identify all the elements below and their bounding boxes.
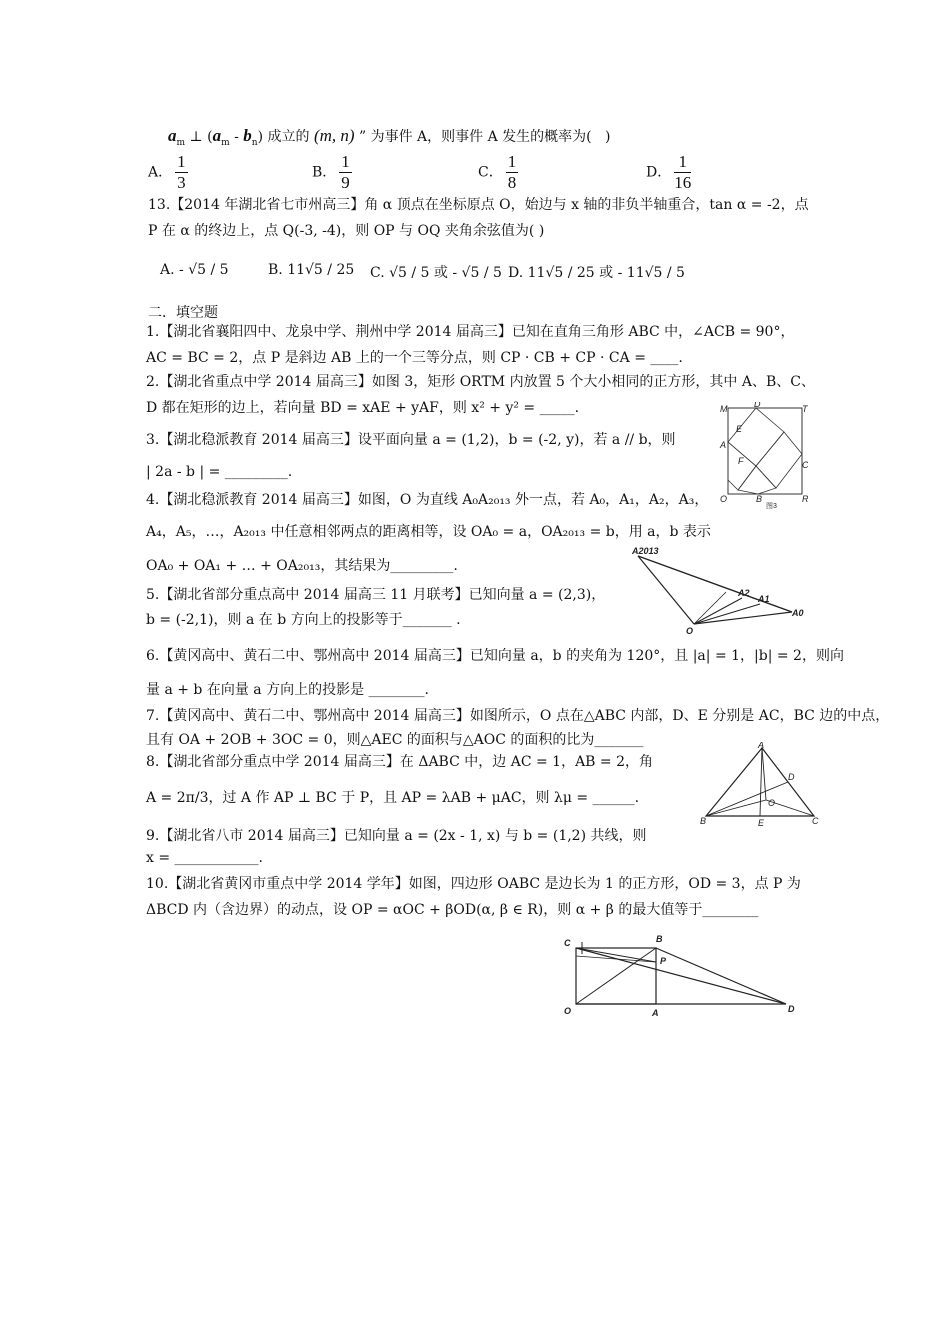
fill-3-line1: 3.【湖北稳派教育 2014 届高三】设平面向量 a = (1,2)，b = (-2, y)，若 a // b，则: [146, 432, 676, 448]
fig3-label-f: F: [738, 456, 744, 466]
figure-7-triangle: [700, 742, 820, 828]
fig10-label-d: D: [788, 1004, 795, 1014]
figure-10-square: [556, 932, 806, 1024]
fig10-label-p: P: [660, 956, 667, 966]
section-heading: 二．填空题: [148, 305, 218, 321]
fill-1-line2: AC = BC = 2，点 P 是斜边 AB 上的一个三等分点，则 CP · CB + CP · CA = ____.: [146, 350, 683, 366]
fig3-caption: 图3: [766, 503, 777, 510]
fig3-label-r: R: [802, 494, 808, 504]
fig3-label-b: B: [756, 494, 763, 504]
fill-1-line1: 1.【湖北省襄阳四中、龙泉中学、荆州中学 2014 届高三】已知在直角三角形 ABC 中，∠ACB = 90°，: [146, 324, 795, 340]
q13-option-b: B. 11√5 / 25: [268, 262, 355, 278]
fig7-label-e: E: [758, 818, 765, 828]
fill-2-line2: D 都在矩形的边上，若向量 BD = xAE + yAF，则 x² + y² = _____.: [146, 400, 580, 416]
q13-line2: P 在 α 的终边上，点 Q(-3, -4)，则 OP 与 OQ 夹角余弦值为( ): [148, 223, 545, 239]
fill-7-line1: 7.【黄冈高中、黄石二中、鄂州高中 2014 届高三】如图所示，O 点在△ABC 内部，D、E 分别是 AC，BC 边的中点，: [146, 708, 890, 724]
fig10-label-a: A: [652, 1008, 659, 1018]
fill-2-line1: 2.【湖北省重点中学 2014 届高三】如图 3，矩形 ORTM 内放置 5 个大小相同的正方形，其中 A、B、C、: [146, 374, 815, 390]
fig3-label-m: M: [720, 404, 728, 414]
q13-line1: 13.【2014 年湖北省七市州高三】角 α 顶点在坐标原点 O，始边与 x 轴的非负半轴重合，tan α = -2，点: [148, 197, 809, 213]
figure-3-rectangle: [716, 402, 808, 510]
fill-3-line2: | 2a - b | = _________.: [146, 464, 293, 480]
fill-8-line2: A = 2π/3，过 A 作 AP ⊥ BC 于 P，且 AP = λAB + μAC，则 λμ = ______.: [146, 790, 640, 806]
fig7-label-b: B: [700, 816, 707, 826]
fig7-label-c: C: [812, 816, 819, 826]
fig4-label-a2013: A2013: [632, 546, 659, 556]
fig3-label-c: C: [802, 460, 808, 470]
q12-option-a: A． $\frac{1}{3}$: [148, 152, 186, 192]
figure-4-points: [630, 546, 810, 636]
fig3-label-e: E: [736, 424, 743, 434]
fig7-label-d: D: [788, 772, 795, 782]
q13-option-c: C. √5 / 5 或 - √5 / 5: [370, 265, 502, 281]
q12-option-c: C． $\frac{1}{8}$: [478, 152, 517, 192]
fill-5-line1: 5.【湖北省部分重点高中 2014 届高三 11 月联考】已知向量 a = (2,3)，: [146, 587, 606, 603]
fig4-label-a2: A2: [738, 588, 750, 598]
fig7-label-o: O: [768, 798, 776, 808]
q12-option-d: D． $\frac{1}{16}$: [646, 152, 692, 192]
fig3-label-t: T: [802, 404, 808, 414]
fig4-label-a1: A1: [758, 594, 770, 604]
q12-option-b: B． $\frac{1}{9}$: [312, 152, 350, 192]
fill-6-line2: 量 a + b 在向量 a 方向上的投影是 ________.: [146, 682, 429, 698]
fill-10-line2: ΔBCD 内（含边界）的动点，设 OP = αOC + βOD(α, β ∈ R)，则 α + β 的最大值等于________: [146, 902, 759, 918]
q12-condition: $a_m$ ⊥ $(a_m - b_n)$ 成立的 (m, n) ” 为事件 A，则事件 A 发生的概率为( ): [168, 126, 611, 148]
fig10-label-c: C: [564, 938, 571, 948]
fig4-label-a0: A0: [792, 608, 804, 618]
fill-4-line1: 4.【湖北稳派教育 2014 届高三】如图，O 为直线 A₀A₂₀₁₃ 外一点，若 A₀，A₁，A₂，A₃，: [146, 492, 709, 508]
fill-8-line1: 8.【湖北省部分重点中学 2014 届高三】在 ΔABC 中，边 AC = 1，AB = 2，角: [146, 754, 654, 770]
fill-5-line2: b = (-2,1)，则 a 在 b 方向上的投影等于_______ .: [146, 612, 461, 628]
fig10-label-o: O: [564, 1006, 572, 1016]
fill-10-line1: 10.【湖北省黄冈市重点中学 2014 学年】如图，四边形 OABC 是边长为 1 的正方形，OD = 3，点 P 为: [146, 876, 801, 892]
q13-option-d: D. 11√5 / 25 或 - 11√5 / 5: [508, 265, 685, 281]
fill-6-line1: 6.【黄冈高中、黄石二中、鄂州高中 2014 届高三】已知向量 a，b 的夹角为 120°，且 |a| = 1，|b| = 2，则向: [146, 648, 844, 664]
fill-9-line1: 9.【湖北省八市 2014 届高三】已知向量 a = (2x - 1, x) 与 b = (1,2) 共线，则: [146, 828, 647, 844]
fig3-label-d: D: [754, 402, 761, 409]
fig4-label-o: O: [686, 626, 694, 636]
q13-option-a: A. - √5 / 5: [160, 262, 229, 278]
fill-4-line2: A₄，A₅，…，A₂₀₁₃ 中任意相邻两点的距离相等，设 OA₀ = a，OA₂₀₁₃ = b，用 a，b 表示: [146, 524, 711, 540]
fill-9-line2: x = ____________.: [146, 850, 263, 866]
fig3-label-o: O: [720, 494, 728, 504]
fig7-label-a: A: [758, 742, 765, 750]
fill-7-line2: 且有 OA + 2OB + 3OC = 0，则△AEC 的面积与△AOC 的面积的比为_______: [146, 732, 644, 748]
fig3-label-a: A: [720, 440, 727, 450]
fig10-label-b: B: [656, 934, 663, 944]
fill-4-line3: OA₀ + OA₁ + … + OA₂₀₁₃，其结果为_________.: [146, 558, 458, 574]
